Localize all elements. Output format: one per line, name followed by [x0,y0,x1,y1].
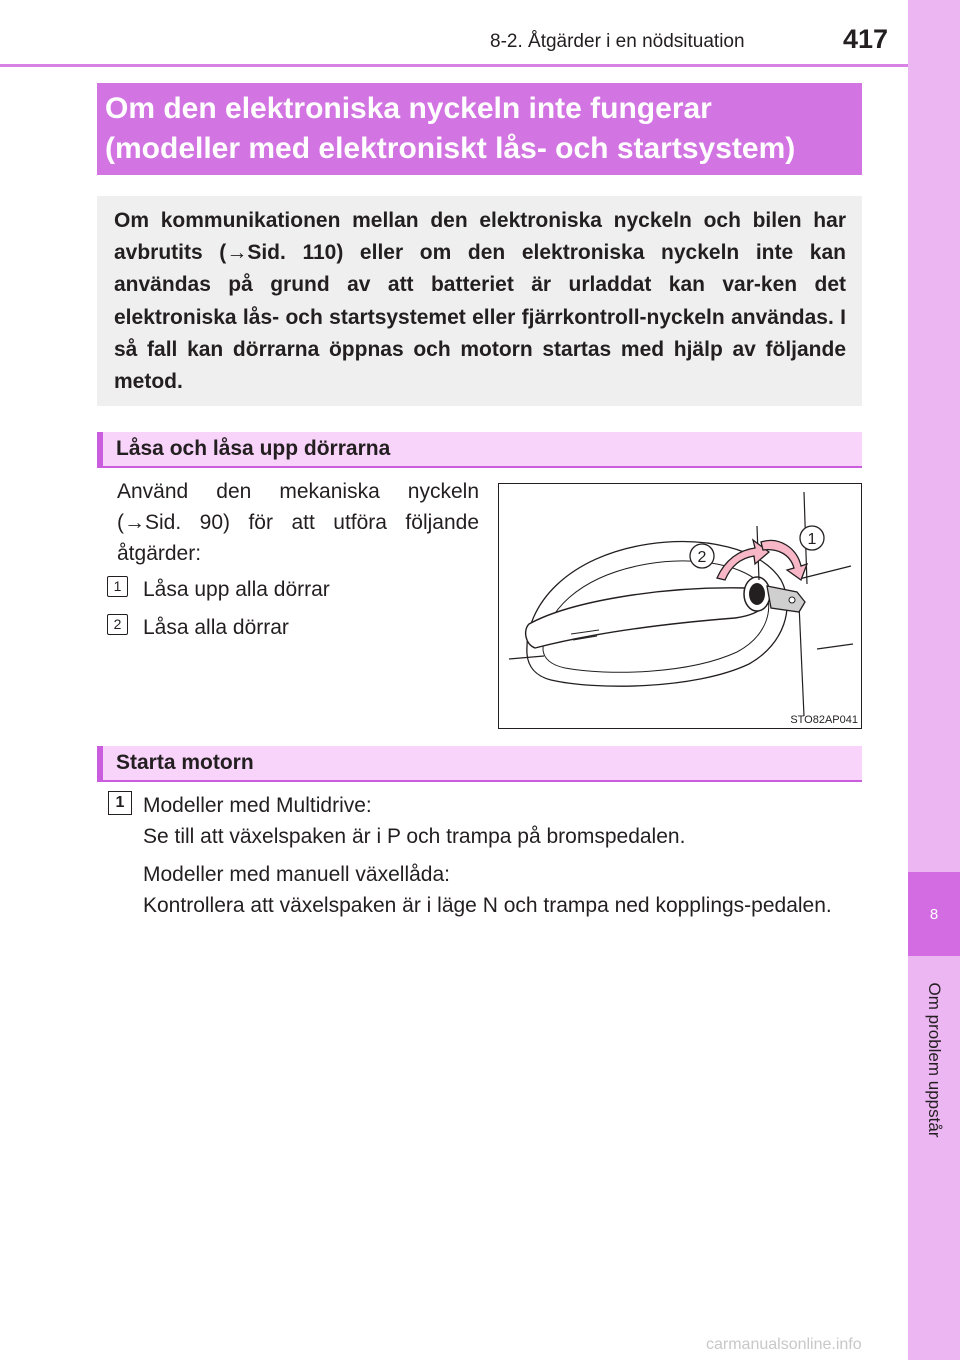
engine-step-text [143,790,855,921]
side-tab-chapter: 8 [908,872,960,956]
doors-text-part2: Sid. 90) för att utföra följande åtgärder: [117,511,479,565]
door-handle-illustration [499,484,863,730]
side-tab-label: Om problem uppstår [925,982,944,1138]
header-rule [0,64,908,67]
multidrive-text: Se till att växelspaken är i P och trampa på bromspedalen. [143,825,686,848]
door-handle-figure [498,483,862,729]
manual-text: Kontrollera att växelspaken är i läge N och trampa ned kopplings-pedalen. [143,894,832,917]
arrow-icon: → [124,511,145,534]
header-title: 8-2. Åtgärder i en nödsituation [490,31,745,52]
figure-code: STO82AP041 [790,714,858,726]
doors-text-part1: Använd den mekaniska nyckeln ( [117,480,479,534]
step-badge-1: 1 [107,576,128,597]
intro-text-part2: Sid. 110) eller om den elektroniska nyckeln inte kan användas på grund av att batteriet är urladdat kan var-ken det elektroniska lås- och startsystemet eller fjärrkontroll-nyckeln användas. I så fall kan dörrarna öppnas och motorn startas med hjälp av följande metod. [114,241,846,394]
intro-text-part1: Om kommunikationen mellan den elektroniska nyckeln och bilen har avbrutits ( [114,209,846,265]
section-title-line1: Om den elektroniska nyckeln inte fungerar [105,92,712,125]
page-number: 417 [843,24,889,54]
manual-title: Modeller med manuell växellåda: [143,863,450,886]
intro-box [97,196,862,406]
doors-instruction [117,476,479,569]
callout-1-label: 1 [807,531,817,548]
watermark: carmanualsonline.info [706,1336,862,1353]
section-title [97,83,862,175]
step-label-unlock: Låsa upp alla dörrar [143,578,330,601]
subheading-doors: Låsa och låsa upp dörrarna [97,432,862,468]
step-badge-2: 2 [107,614,128,635]
multidrive-title: Modeller med Multidrive: [143,794,372,817]
engine-step-badge: 1 [108,791,132,815]
arrow-icon: → [226,241,248,265]
step-label-lock: Låsa alla dörrar [143,616,289,639]
section-title-line2: (modeller med elektroniskt lås- och startsystem) [105,132,796,165]
subheading-engine: Starta motorn [97,746,862,782]
side-tab [908,0,960,1360]
callout-2-label: 2 [697,549,707,566]
